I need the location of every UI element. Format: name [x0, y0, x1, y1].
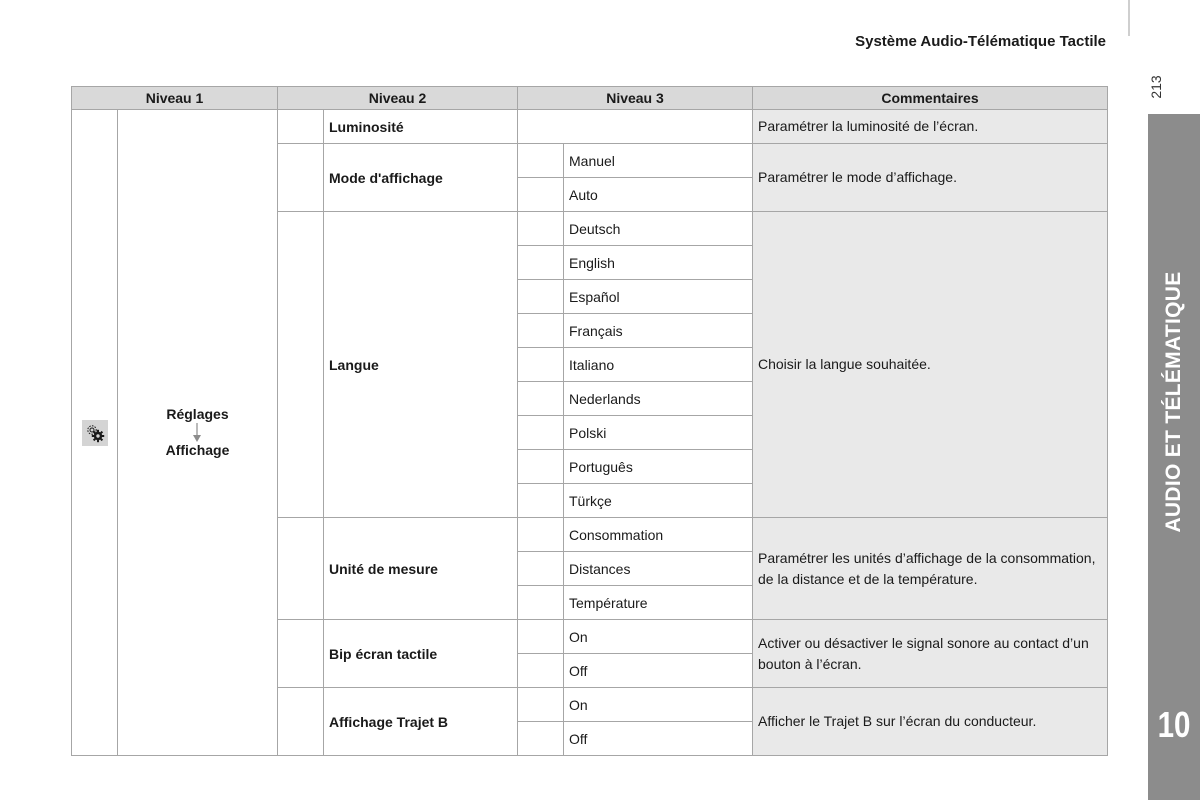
level3-option-turkce: Türkçe [564, 484, 753, 518]
level3-option-on: On [564, 688, 753, 722]
comment-trajet-b: Afficher le Trajet B sur l’écran du conducteur. [753, 688, 1108, 756]
settings-gear-icon[interactable] [82, 420, 108, 446]
level3-spacer [518, 382, 564, 416]
level3-spacer [518, 552, 564, 586]
level3-spacer [518, 348, 564, 382]
level3-spacer [518, 484, 564, 518]
level3-option-consommation: Consommation [564, 518, 753, 552]
level3-option-auto: Auto [564, 178, 753, 212]
level2-spacer [278, 110, 324, 144]
level3-spacer [518, 654, 564, 688]
level2-spacer [278, 144, 324, 212]
level3-spacer [518, 586, 564, 620]
level3-spacer [518, 314, 564, 348]
chapter-title [1148, 114, 1200, 690]
top-divider [1128, 0, 1130, 36]
level2-trajet-b: Affichage Trajet B [324, 688, 518, 756]
level3-option-deutsch: Deutsch [564, 212, 753, 246]
level3-option-nederlands: Nederlands [564, 382, 753, 416]
level3-option-polski: Polski [564, 416, 753, 450]
header-level2: Niveau 2 [278, 87, 518, 110]
comment-mode-affichage: Paramétrer le mode d’affichage. [753, 144, 1108, 212]
level2-unite-mesure: Unité de mesure [324, 518, 518, 620]
comment-unite-mesure: Paramétrer les unités d’affichage de la consommation, de la distance et de la température. [753, 518, 1108, 620]
chapter-title-text: AUDIO ET TÉLÉMATIQUE [1162, 271, 1185, 533]
level3-option-francais: Français [564, 314, 753, 348]
level2-luminosite: Luminosité [324, 110, 518, 144]
level3-option-italiano: Italiano [564, 348, 753, 382]
header-level3: Niveau 3 [518, 87, 753, 110]
menu-label-reglages: Réglages [166, 406, 229, 422]
level2-spacer [278, 688, 324, 756]
level2-langue: Langue [324, 212, 518, 518]
level2-spacer [278, 212, 324, 518]
level3-option-off: Off [564, 654, 753, 688]
menu-path [166, 407, 230, 457]
level3-spacer [518, 722, 564, 756]
comment-bip-ecran: Activer ou désactiver le signal sonore au contact d’un bouton à l’écran. [753, 620, 1108, 688]
level3-spacer [518, 144, 564, 178]
level3-option-temperature: Température [564, 586, 753, 620]
table-row [72, 110, 1108, 144]
level3-spacer [518, 620, 564, 654]
level3-spacer [518, 178, 564, 212]
level2-mode-affichage: Mode d'affichage [324, 144, 518, 212]
level1-icon-cell [72, 110, 118, 756]
level3-option-distances: Distances [564, 552, 753, 586]
comment-langue: Choisir la langue souhaitée. [753, 212, 1108, 518]
level3-spacer [518, 688, 564, 722]
level1-menu-cell [118, 110, 278, 756]
page-header-title: Système Audio-Télématique Tactile [855, 33, 1106, 50]
table-header-row [72, 87, 1108, 110]
level3-option-english: English [564, 246, 753, 280]
level2-spacer [278, 518, 324, 620]
level3-option-espanol: Español [564, 280, 753, 314]
header-comments: Commentaires [753, 87, 1108, 110]
page-number [1146, 70, 1166, 104]
chapter-number: 10 [1157, 704, 1191, 745]
comment-luminosite: Paramétrer la luminosité de l’écran. [753, 110, 1108, 144]
chapter-side-tab [1148, 114, 1200, 800]
level3-option-portugues: Português [564, 450, 753, 484]
level3-spacer [518, 280, 564, 314]
level3-empty [518, 110, 753, 144]
level3-spacer [518, 416, 564, 450]
level3-spacer [518, 450, 564, 484]
level3-option-manuel: Manuel [564, 144, 753, 178]
settings-menu-table [71, 86, 1108, 756]
level3-spacer [518, 518, 564, 552]
level3-spacer [518, 246, 564, 280]
level2-spacer [278, 620, 324, 688]
level2-bip-ecran: Bip écran tactile [324, 620, 518, 688]
page-number-text: 213 [1148, 75, 1164, 99]
header-level1: Niveau 1 [72, 87, 278, 110]
menu-label-affichage: Affichage [165, 442, 230, 458]
level3-option-on: On [564, 620, 753, 654]
level3-spacer [518, 212, 564, 246]
arrow-down-icon [166, 421, 230, 443]
level3-option-off: Off [564, 722, 753, 756]
